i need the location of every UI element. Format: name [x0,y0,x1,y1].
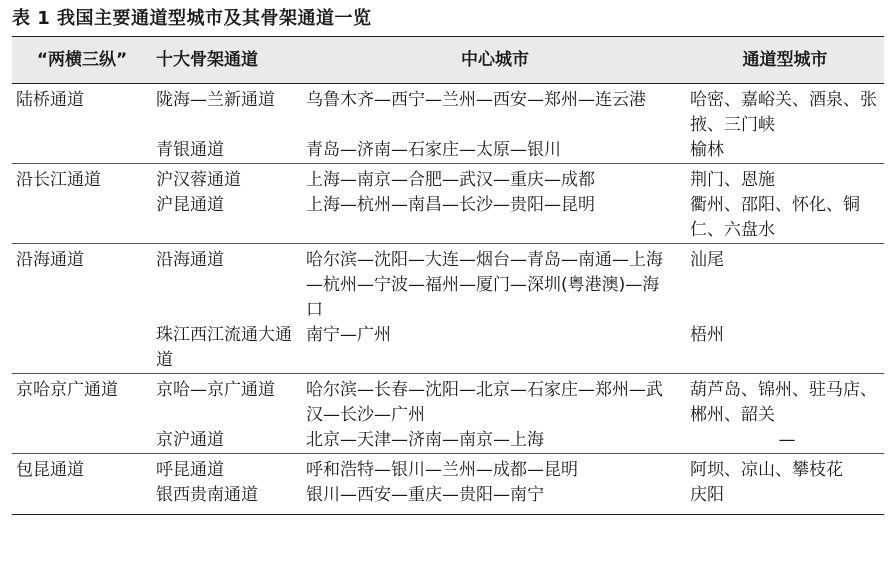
table-row [12,483,884,515]
channel-cities-cell: 榆林 [690,140,724,160]
channel-cities-cell: 衢州、邵阳、怀化、铜仁、六盘水 [690,195,860,240]
channel-cell: 银西贵南通道 [152,483,304,515]
table-caption: 表 1 我国主要通道型城市及其骨架通道一览 [12,8,372,29]
center-cities-cell: 上海—杭州—南昌—长沙—贵阳—昆明 [306,195,595,215]
table-header-row [12,37,884,84]
table-row [12,193,884,244]
table-row [12,164,884,194]
channel-cell: 呼昆通道 [152,454,304,484]
channel-cities-cell: 庆阳 [686,483,884,515]
channel-cell: 珠江西江流通大通道 [156,325,292,370]
corridor-cell: 陆桥通道 [16,90,84,110]
header-skeleton-channel: 十大骨架通道 [152,37,304,84]
corridor-cell [12,428,152,454]
channel-cities-cell: 阿坝、凉山、攀枝花 [686,454,884,484]
center-cities-cell: 哈尔滨—沈阳—大连—烟台—青岛—南通—上海—杭州—宁波—福州—厦门—深圳(粤港澳)—海口 [304,244,686,324]
center-cities-cell: 南宁—广州 [306,325,391,345]
center-cities-cell: 哈尔滨—长春—沈阳—北京—石家庄—郑州—武汉—长沙—广州 [304,374,686,429]
table-row [12,323,884,374]
channel-cities-cell: 荆门、恩施 [686,164,884,194]
corridor-table [12,36,884,515]
center-cities-cell: 上海—南京—合肥—武汉—重庆—成都 [304,164,686,194]
table-row [12,244,884,324]
channel-cell: 青银通道 [156,140,224,160]
corridor-cell [12,323,152,374]
table-row [12,428,884,454]
header-center-cities: 中心城市 [304,37,686,84]
table-row [12,84,884,139]
corridor-cell [12,483,152,515]
channel-cell: 陇海—兰新通道 [156,90,275,110]
table-row [12,138,884,164]
channel-cell: 沿海通道 [152,244,304,324]
channel-cities-cell: 汕尾 [686,244,884,324]
channel-cell: 沪昆通道 [156,195,224,215]
channel-cities-cell: — [778,430,796,450]
center-cities-cell: 乌鲁木齐—西宁—兰州—西安—郑州—连云港 [306,90,646,110]
center-cities-cell: 北京—天津—济南—南京—上海 [306,430,544,450]
corridor-cell: 包昆通道 [12,454,152,484]
center-cities-cell: 呼和浩特—银川—兰州—成都—昆明 [304,454,686,484]
corridor-cell [12,193,152,244]
channel-cell: 沪汉蓉通道 [152,164,304,194]
corridor-cell: 沿长江通道 [12,164,152,194]
corridor-cell: 沿海通道 [12,244,152,324]
table-row [12,454,884,484]
header-channel-cities: 通道型城市 [686,37,884,84]
channel-cell: 京沪通道 [156,430,224,450]
header-two-horizontal-three-vertical: “两横三纵” [12,37,152,84]
channel-cell: 京哈—京广通道 [152,374,304,429]
center-cities-cell: 银川—西安—重庆—贵阳—南宁 [304,483,686,515]
channel-cities-cell: 梧州 [690,325,724,345]
table-row [12,374,884,429]
center-cities-cell: 青岛—济南—石家庄—太原—银川 [306,140,561,160]
channel-cities-cell: 哈密、嘉峪关、酒泉、张掖、三门峡 [690,90,877,135]
corridor-cell [12,138,152,164]
channel-cities-cell: 葫芦岛、锦州、驻马店、郴州、韶关 [686,374,884,429]
corridor-cell: 京哈京广通道 [12,374,152,429]
